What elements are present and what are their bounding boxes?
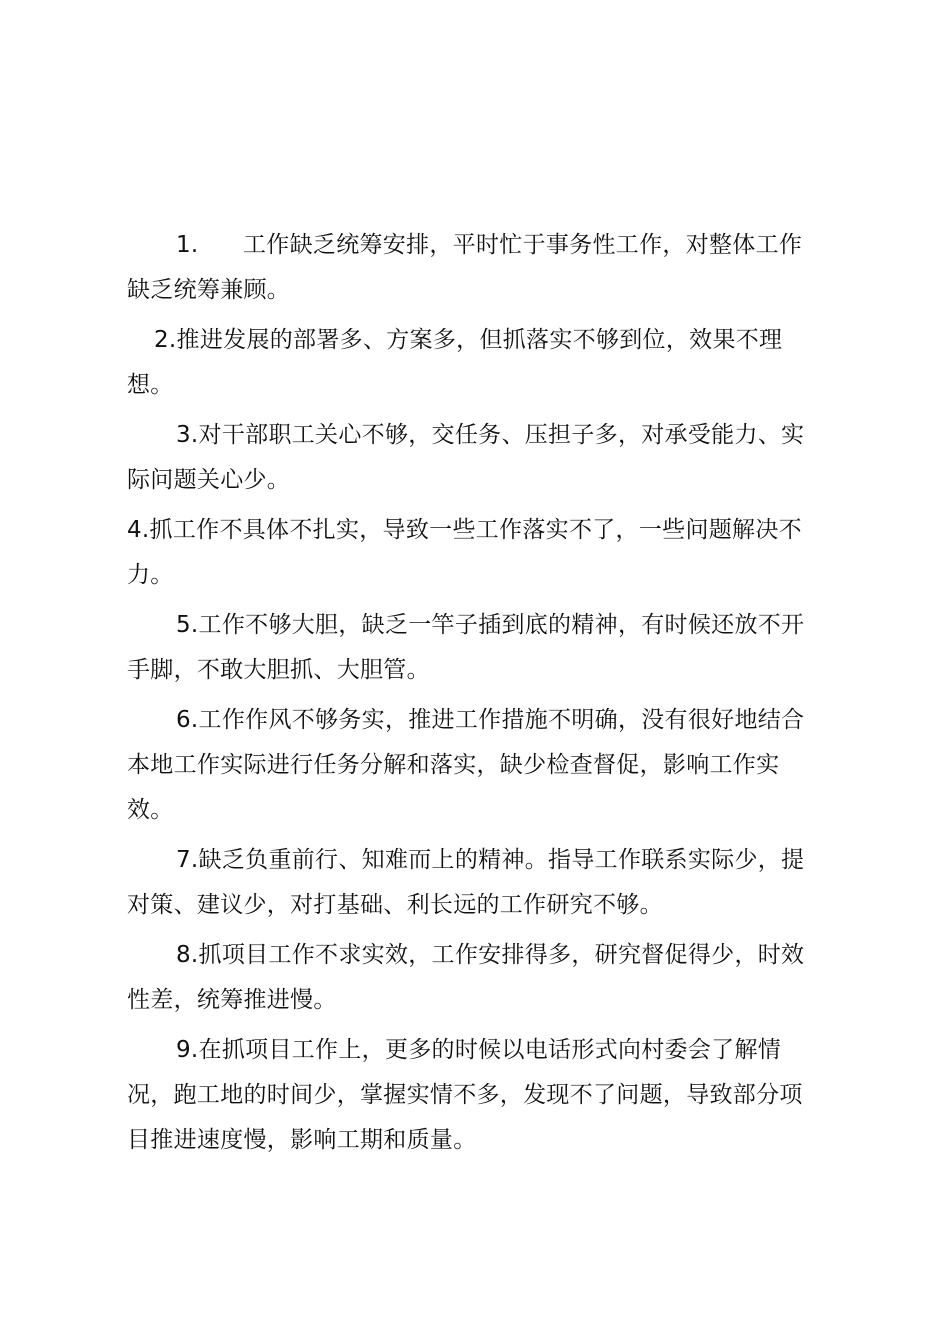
list-item-9: 9.在抓项目工作上，更多的时候以电话形式向村委会了解情况，跑工地的时间少，掌握实情不多，发现不了问题，导致部分项目推进速度慢，影响工期和质量。 — [127, 1037, 803, 1153]
document-body — [127, 223, 822, 1168]
list-item-1 — [127, 223, 822, 313]
list-item-8: 8.抓项目工作不求实效，工作安排得多，研究督促得少，时效性差，统筹推进慢。 — [127, 942, 805, 1013]
list-item-5: 5.工作不够大胆，缺乏一竿子插到底的精神，有时候还放不开手脚，不敢大胆抓、大胆管。 — [127, 612, 805, 683]
list-item-4: 4.抓工作不具体不扎实，导致一些工作落实不了，一些问题解决不力。 — [127, 517, 802, 588]
list-item-6: 6.工作作风不够务实，推进工作措施不明确，没有很好地结合本地工作实际进行任务分解和落实，缺少检查督促，影响工作实效。 — [127, 707, 805, 823]
list-item-7: 7.缺乏负重前行、知难而上的精神。指导工作联系实际少，提对策、建议少，对打基础、利长远的工作研究不够。 — [127, 847, 805, 918]
list-item-1-text: 工作缺乏统筹安排，平时忙于事务性工作，对整体工作缺乏统筹兼顾。 — [127, 232, 803, 303]
list-item-3: 3.对干部职工关心不够，交任务、压担子多，对承受能力、实际问题关心少。 — [127, 422, 805, 493]
list-item-2: 2.推进发展的部署多、方案多，但抓落实不够到位，效果不理想。 — [127, 327, 783, 398]
list-item-1-number: 1. — [176, 232, 199, 258]
